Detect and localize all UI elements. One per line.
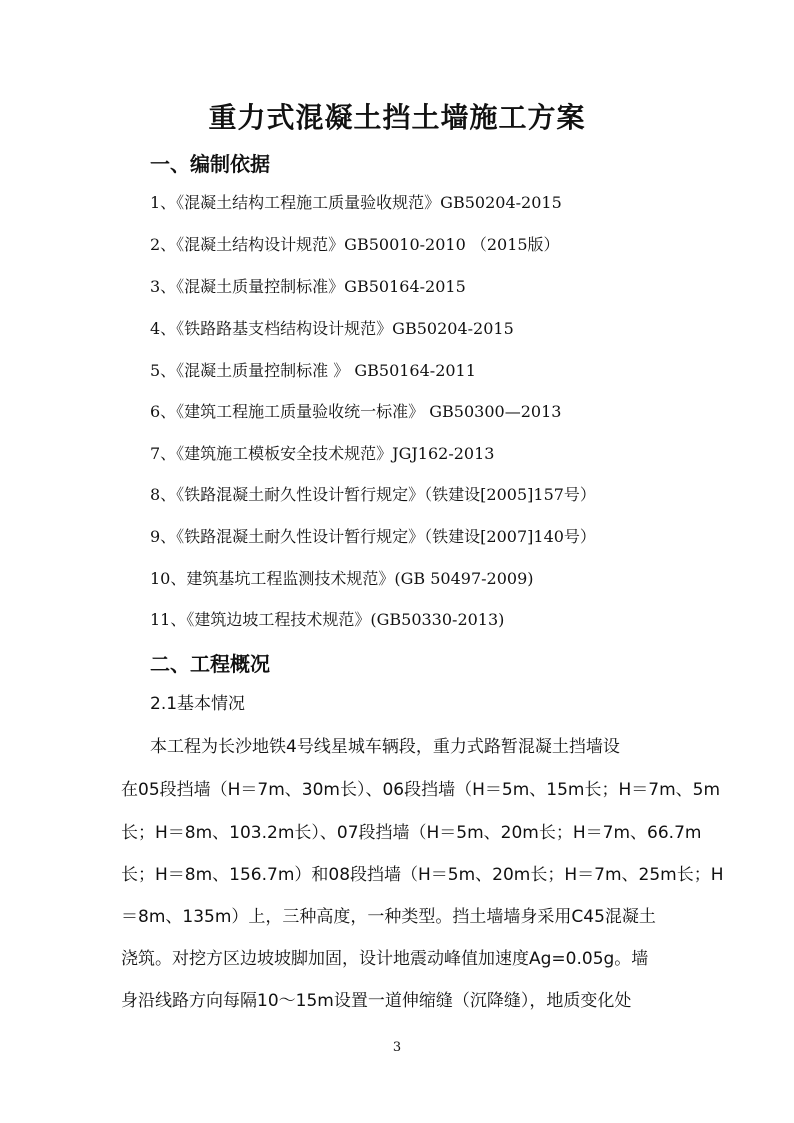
reference-item: 8、《铁路混凝土耐久性设计暂行规定》（铁建设[2005]157号） [150, 485, 596, 504]
paragraph-line: 在05段挡墙（H＝7m、30m长）、06段挡墙（H＝5m、15m长；H＝7m、5m [121, 780, 720, 800]
paragraph-line: 身沿线路方向每隔10～15m设置一道伸缩缝（沉降缝），地质变化处 [121, 991, 632, 1011]
reference-item: 9、《铁路混凝土耐久性设计暂行规定》（铁建设[2007]140号） [150, 527, 596, 546]
section-heading-overview: 二、工程概况 [150, 652, 270, 676]
reference-item: 10、建筑基坑工程监测技术规范》(GB 50497-2009) [150, 569, 534, 588]
paragraph-line: 本工程为长沙地铁4号线星城车辆段，重力式路暂混凝土挡墙设 [150, 737, 620, 757]
reference-item: 3、《混凝土质量控制标准》GB50164-2015 [150, 277, 466, 296]
paragraph-line: ＝8m、135m）上，三种高度，一种类型。挡土墙墙身采用C45混凝土 [121, 907, 656, 927]
reference-item: 5、《混凝土质量控制标准 》 GB50164-2011 [150, 361, 476, 380]
paragraph-line: 长；H＝8m、103.2m长）、07段挡墙（H＝5m、20m长；H＝7m、66.7m [121, 823, 702, 843]
reference-item: 2、《混凝土结构设计规范》GB50010-2010 （2015版） [150, 235, 560, 254]
section-heading-basis: 一、编制依据 [150, 152, 270, 176]
reference-item: 6、《建筑工程施工质量验收统一标准》 GB50300—2013 [150, 402, 562, 421]
reference-item: 4、《铁路路基支档结构设计规范》GB50204-2015 [150, 319, 514, 338]
paragraph-line: 浇筑。对挖方区边坡坡脚加固，设计地震动峰值加速度Ag=0.05g。墙 [121, 949, 649, 969]
subsection-heading: 2.1基本情况 [150, 694, 246, 714]
reference-item: 11、《建筑边坡工程技术规范》(GB50330-2013) [150, 610, 505, 629]
page-number: 3 [392, 1040, 402, 1055]
reference-item: 1、《混凝土结构工程施工质量验收规范》GB50204-2015 [150, 193, 562, 212]
reference-item: 7、《建筑施工模板安全技术规范》JGJ162-2013 [150, 444, 495, 463]
paragraph-line: 长；H＝8m、156.7m）和08段挡墙（H＝5m、20m长；H＝7m、25m长；H [121, 865, 724, 885]
document-title: 重力式混凝土挡土墙施工方案 [208, 101, 586, 134]
